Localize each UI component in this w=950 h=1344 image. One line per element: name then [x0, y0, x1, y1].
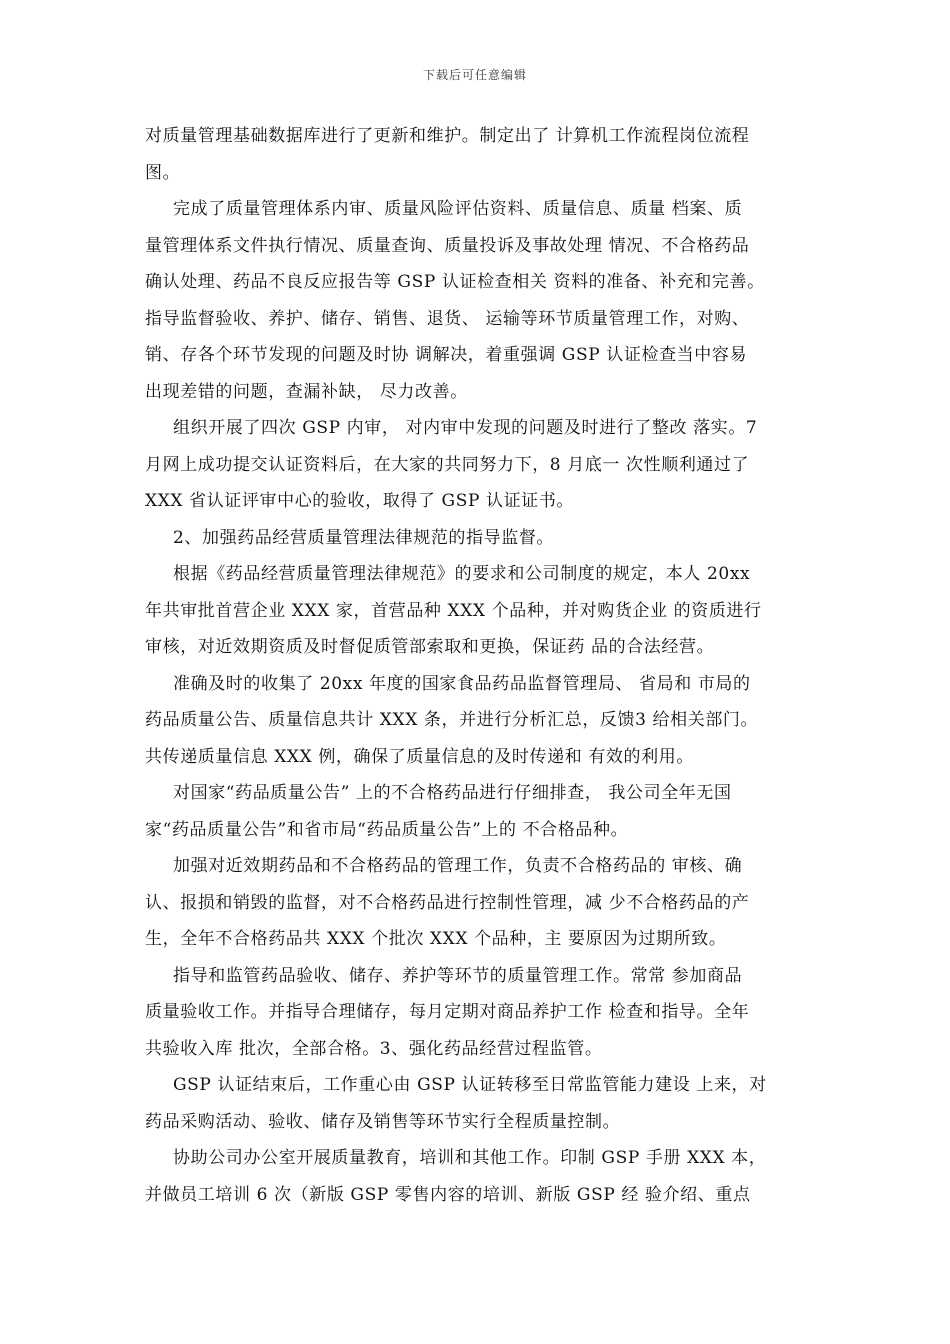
- text-line: 质量验收工作。并指导合理储存，每月定期对商品养护工作 检查和指导。全年: [145, 1002, 750, 1022]
- page-header: 下载后可任意编辑: [422, 68, 527, 82]
- text-line: 对国家“药品质量公告” 上的不合格药品进行仔细排查， 我公司全年无国: [173, 783, 732, 803]
- text-line: GSP 认证结束后，工作重心由 GSP 认证转移至日常监管能力建设 上来，对: [173, 1075, 767, 1095]
- text-line: 完成了质量管理体系内审、质量风险评估资料、质量信息、质量 档案、质: [173, 199, 743, 219]
- text-line: 2、加强药品经营质量管理法律规范的指导监督。: [173, 527, 555, 548]
- text-line: 加强对近效期药品和不合格药品的管理工作，负责不合格药品的 审核、确: [173, 856, 743, 876]
- text-line: 销、存各个环节发现的问题及时协 调解决，着重强调 GSP 认证检查当中容易: [145, 345, 748, 365]
- text-line: 审核，对近效期资质及时督促质管部索取和更换，保证药 品的合法经营。: [145, 637, 715, 657]
- text-line: 共传递质量信息 XXX 例，确保了质量信息的及时传递和 有效的利用。: [145, 746, 694, 767]
- text-line: 家“药品质量公告”和省市局“药品质量公告”上的 不合格品种。: [145, 819, 629, 840]
- text-line: 认、报损和销毁的监督，对不合格药品进行控制性管理，减 少不合格药品的产: [145, 892, 750, 913]
- text-line: 量管理体系文件执行情况、质量查询、质量投诉及事故处理 情况、不合格药品: [145, 235, 750, 256]
- text-line: 协助公司办公室开展质量教育，培训和其他工作。印制 GSP 手册 XXX 本，: [173, 1148, 767, 1168]
- text-line: XXX 省认证评审中心的验收，取得了 GSP 认证证书。: [145, 491, 574, 511]
- text-line: 确认处理、药品不良反应报告等 GSP 认证检查相关 资料的准备、补充和完善。: [145, 272, 765, 292]
- text-line: 指导和监管药品验收、储存、养护等环节的质量管理工作。常常 参加商品: [173, 965, 743, 986]
- text-line: 组织开展了四次 GSP 内审， 对内审中发现的问题及时进行了整改 落实。7: [173, 418, 758, 438]
- text-line: 共验收入库 批次，全部合格。3、强化药品经营过程监管。: [145, 1038, 603, 1059]
- text-line: 出现差错的问题，查漏补缺， 尽力改善。: [145, 381, 468, 402]
- text-line: 药品质量公告、质量信息共计 XXX 条，并进行分析汇总，反馈3 给相关部门。: [145, 710, 759, 730]
- text-line: 生，全年不合格药品共 XXX 个批次 XXX 个品种，主 要原因为过期所致。: [145, 929, 727, 949]
- text-line: 指导监督验收、养护、储存、销售、退货、 运输等环节质量管理工作，对购、: [145, 308, 750, 329]
- text-line: 年共审批首营企业 XXX 家，首营品种 XXX 个品种，并对购货企业 的资质进行: [145, 600, 762, 621]
- text-line: 对质量管理基础数据库进行了更新和维护。制定出了 计算机工作流程岗位流程: [145, 126, 750, 146]
- text-line: 月网上成功提交认证资料后，在大家的共同努力下，8 月底一 次性顺利通过了: [145, 454, 750, 475]
- text-line: 药品采购活动、验收、储存及销售等环节实行全程质量控制。: [145, 1111, 621, 1132]
- text-line: 根据《药品经营质量管理法律规范》的要求和公司制度的规定，本人 20xx: [173, 564, 751, 584]
- text-line: 图。: [145, 162, 181, 183]
- text-line: 准确及时的收集了 20xx 年度的国家食品药品监督管理局、 省局和 市局的: [173, 673, 751, 694]
- document-body: [145, 118, 810, 1213]
- text-line: 并做员工培训 6 次（新版 GSP 零售内容的培训、新版 GSP 经 验介绍、重点: [145, 1184, 751, 1205]
